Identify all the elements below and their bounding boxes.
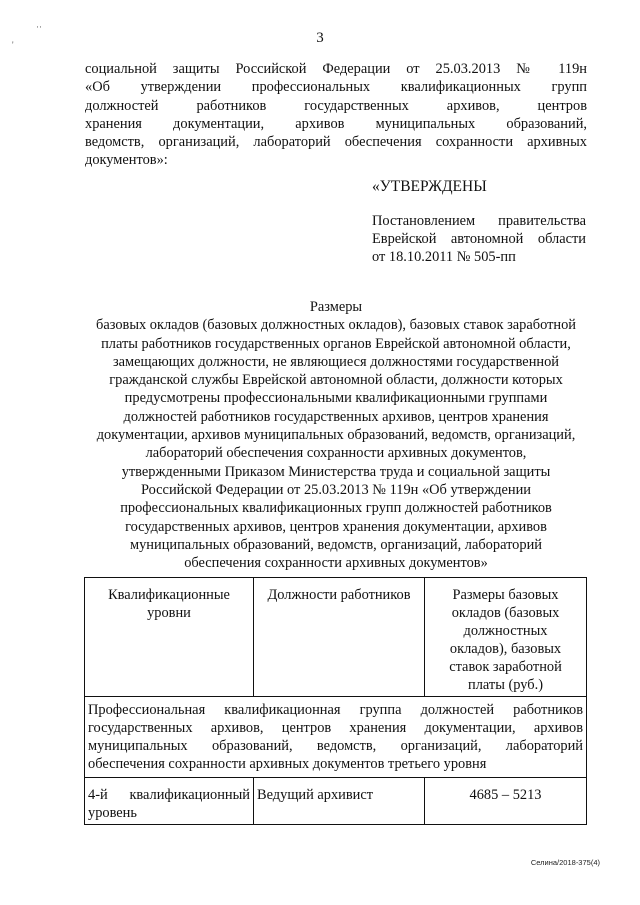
title-line: лабораторий обеспечения сохранности архивных документов, [145, 445, 527, 462]
salary-table [84, 577, 587, 825]
title-line: Российской Федерации от 25.03.2013 № 119н «Об утверждении [140, 481, 532, 498]
title-line: профессиональных квалификационных групп должностей работников [120, 500, 552, 517]
title-line: должностей работников государственных архивов, центров хранения [123, 408, 549, 425]
intro-line: ведомств, организаций, лабораторий обеспечения сохранности архивных [85, 134, 587, 151]
approval-line: от 18.10.2011 № 505-пп [372, 249, 516, 265]
group-line: Профессиональная квалификационная группа должностей работников [88, 702, 583, 718]
intro-line: социальной защиты Российской Федерации от 25.03.2013 № 119н [85, 61, 587, 77]
title-line: базовых окладов (базовых должностных окладов), базовых ставок заработной [96, 317, 576, 334]
approval-block [372, 178, 586, 266]
header-salary-line: платы (руб.) [468, 677, 543, 693]
header-level-line: уровни [147, 605, 191, 621]
title-line: платы работников государственных органов Еврейской автономной области, [101, 335, 571, 352]
title-line: Размеры [309, 299, 363, 315]
cell-position: Ведущий архивист [254, 778, 425, 825]
document-title [80, 298, 592, 572]
table-header-row [85, 578, 587, 697]
header-salary-line: Размеры базовых [452, 587, 559, 603]
title-line: предусмотрены профессиональными квалификационными группами [124, 390, 548, 407]
cell-salary: 4685 – 5213 [425, 778, 587, 825]
intro-line: должностей работников государственных архивов, центров [85, 97, 587, 114]
intro-paragraph [85, 60, 587, 170]
group-line: муниципальных образований, ведомств, организаций, лабораторий [88, 738, 583, 754]
title-line: замещающих должности, не являющиеся должностями государственной [112, 353, 559, 370]
footer-code: Селина/2018-375(4) [530, 858, 600, 867]
cell-level-line: 4-й квалификационный [88, 787, 250, 803]
title-line: утвержденными Приказом Министерства труда и социальной защиты [121, 463, 551, 480]
cell-level-line: уровень [88, 805, 137, 821]
title-line: документации, архивов муниципальных образований, ведомств, организаций, [96, 427, 576, 444]
page-number: 3 [316, 30, 324, 46]
header-salary-line: должностных [463, 623, 548, 639]
group-line: государственных архивов, центров хранения документации, архивов [88, 720, 583, 736]
title-line: гражданской службы Еврейской автономной области, должности которых [109, 372, 563, 389]
header-salary [425, 578, 587, 697]
title-line: муниципальных образований, ведомств, организаций, лабораторий [130, 536, 542, 553]
header-salary-line: ставок заработной [449, 659, 562, 675]
title-line: обеспечения сохранности архивных документов» [184, 555, 488, 572]
table-row [85, 778, 587, 825]
group-line: обеспечения сохранности архивных документов третьего уровня [88, 756, 487, 772]
group-row [85, 697, 587, 778]
approval-line: Постановлением правительства [372, 213, 586, 229]
approval-line: Еврейской автономной области [372, 231, 586, 247]
scan-mark: ' [12, 40, 14, 50]
header-salary-line: окладов (базовых [451, 605, 560, 621]
header-level-line: Квалификационные [108, 587, 230, 603]
cell-level [85, 778, 254, 825]
intro-line: «Об утверждении профессиональных квалификационных групп [85, 79, 587, 96]
scan-mark: ·· [36, 22, 42, 32]
header-level [85, 578, 254, 697]
title-line: государственных архивов, центров хранения документации, архивов [125, 518, 547, 535]
intro-line: документов»: [85, 152, 168, 169]
header-salary-line: окладов), базовых [449, 641, 562, 657]
approval-heading: «УТВЕРЖДЕНЫ [372, 178, 487, 195]
header-position: Должности работников [254, 578, 425, 697]
intro-line: хранения документации, архивов муниципальных образований, [85, 115, 587, 132]
group-cell [85, 697, 587, 778]
